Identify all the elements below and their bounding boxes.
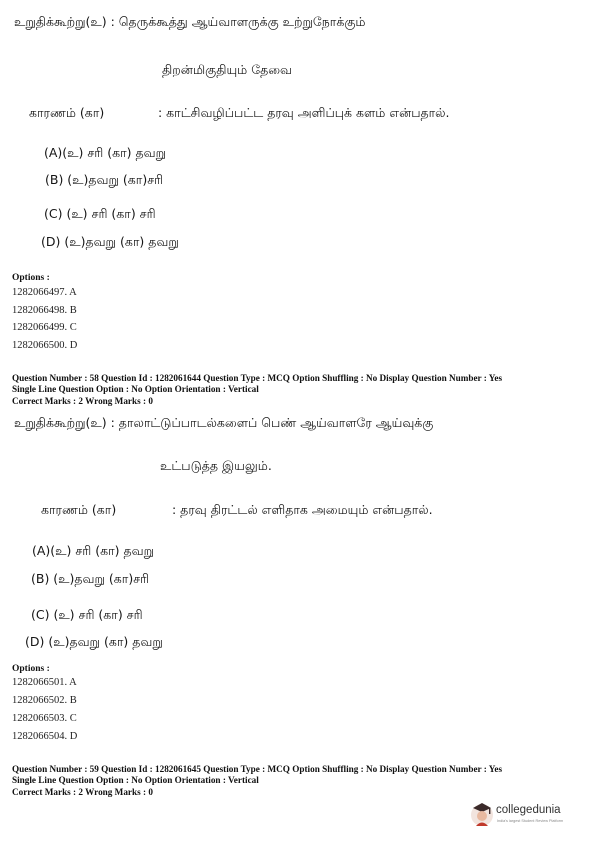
- logo-wordmark: collegedunia: [496, 804, 561, 816]
- q58-option-id-b: 1282066502. B: [12, 695, 77, 706]
- q57-reason-text: : காட்சிவழிப்பட்ட தரவு அளிப்புக் களம் என்பதால்.: [158, 105, 450, 120]
- graduate-avatar-icon: [469, 799, 495, 829]
- logo-tagline: India's largest Student Review Platform: [497, 819, 564, 823]
- collegedunia-logo: [469, 796, 587, 832]
- q57-options-label: Options :: [12, 273, 50, 283]
- q57-choice-c: (C) (உ) சரி (கா) சரி: [44, 206, 156, 221]
- q58-choice-c: (C) (உ) சரி (கா) சரி: [31, 607, 143, 622]
- q57-choice-d: (D) (உ)தவறு (கா) தவறு: [41, 234, 179, 249]
- q58-meta-line3: Correct Marks : 2 Wrong Marks : 0: [12, 396, 153, 406]
- q58-reason-text: : தரவு திரட்டல் எளிதாக அமையும் என்பதால்.: [172, 502, 433, 517]
- q58-choice-d: (D) (உ)தவறு (கா) தவறு: [25, 634, 163, 649]
- q58-choice-a: (A)(உ) சரி (கா) தவறு: [32, 543, 155, 558]
- q59-meta-line2: Single Line Question Option : No Option Orientation : Vertical: [12, 775, 259, 785]
- q57-choice-a: (A)(உ) சரி (கா) தவறு: [44, 145, 167, 160]
- q57-option-id-a: 1282066497. A: [12, 287, 77, 298]
- q58-assertion-line2: உட்படுத்த இயலும்.: [160, 458, 272, 473]
- q57-reason-label: காரணம் (கா): [29, 105, 105, 120]
- q57-assertion-line1: உறுதிக்கூற்று(உ) : தெருக்கூத்து ஆய்வாளருக்கு உற்றுநோக்கும்: [14, 14, 366, 29]
- q57-option-id-c: 1282066499. C: [12, 322, 77, 333]
- q57-option-id-b: 1282066498. B: [12, 305, 77, 316]
- q59-meta-line1: Question Number : 59 Question Id : 1282061645 Question Type : MCQ Option Shuffling : No Display Question Number : Yes: [12, 764, 503, 774]
- q58-option-id-d: 1282066504. D: [12, 731, 78, 742]
- q59-meta-line3: Correct Marks : 2 Wrong Marks : 0: [12, 787, 153, 797]
- q58-reason-label: காரணம் (கா): [41, 502, 117, 517]
- q58-meta-line1: Question Number : 58 Question Id : 1282061644 Question Type : MCQ Option Shuffling : No Display Question Number : Yes: [12, 373, 503, 383]
- q58-assertion-line1: உறுதிக்கூற்று(உ) : தாலாட்டுப்பாடல்களைப் பெண் ஆய்வாளரே ஆய்வுக்கு: [14, 415, 434, 430]
- q58-choice-b: (B) (உ)தவறு (கா)சரி: [31, 571, 150, 586]
- q58-option-id-c: 1282066503. C: [12, 713, 77, 724]
- q57-assertion-line2: திறன்மிகுதியும் தேவை: [162, 62, 293, 77]
- q58-option-id-a: 1282066501. A: [12, 677, 77, 688]
- q58-meta-line2: Single Line Question Option : No Option Orientation : Vertical: [12, 384, 259, 394]
- q58-options-label: Options :: [12, 664, 50, 674]
- q57-option-id-d: 1282066500. D: [12, 340, 78, 351]
- q57-choice-b: (B) (உ)தவறு (கா)சரி: [45, 172, 164, 187]
